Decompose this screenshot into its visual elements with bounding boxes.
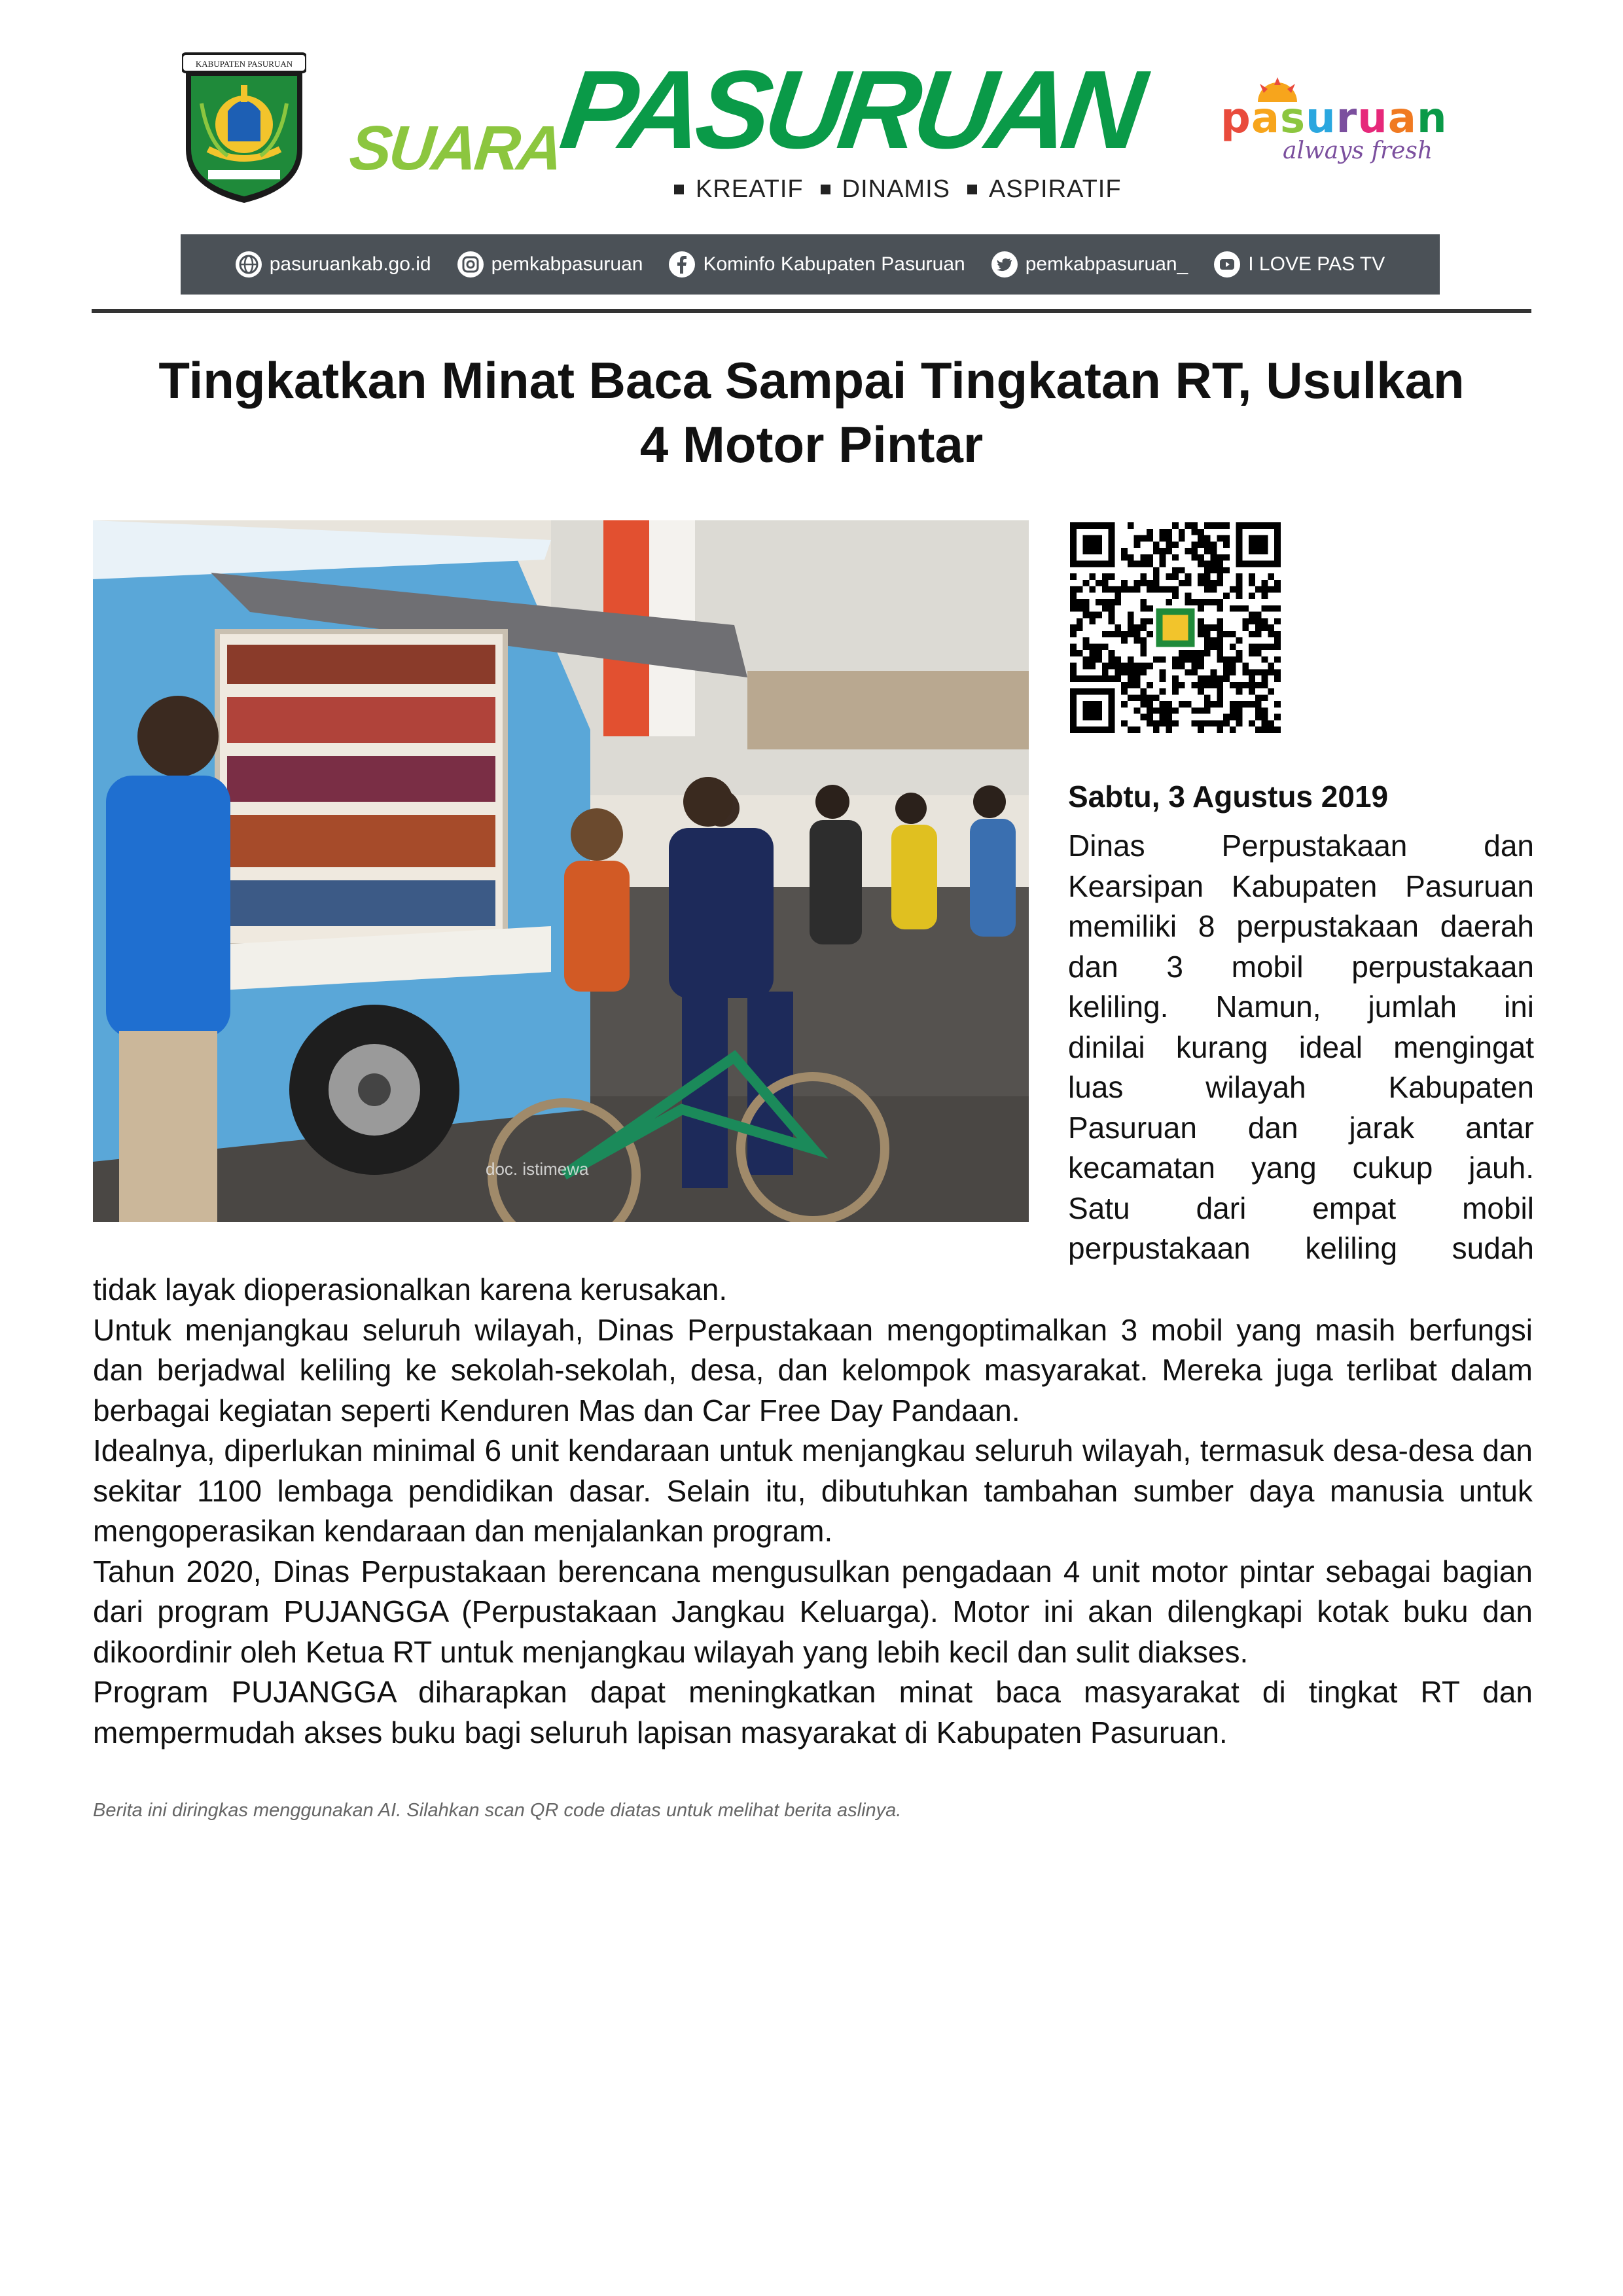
paragraph: Untuk menjangkau seluruh wilayah, Dinas Perpustakaan mengoptimalkan 3 mobil yang masih berfungsi dan berjadwal keliling ke sekolah-sekolah, desa, dan kelompok masyarakat. Mereka juga terlibat dalam berbagai kegiatan seperti Kenduren Mas dan Car Free Day Pandaan. [93, 1312, 1533, 1427]
paragraph: Program PUJANGGA diharapkan dapat meningkatkan minat baca masyarakat di tingkat RT dan mempermudah akses buku bagi seluruh lapisan masyarakat di Kabupaten Pasuruan. [93, 1675, 1533, 1749]
article-photo [93, 520, 1029, 1222]
kabupaten-crest-logo [182, 51, 306, 206]
pasuruan-tourism-logo [1214, 77, 1450, 175]
header-divider [92, 309, 1531, 313]
text-line: dinilai kurang ideal mengingat [1068, 1030, 1534, 1064]
brand-small: SUARA [346, 113, 565, 183]
article-intro-column [1068, 826, 1534, 1269]
tourism-tagline: always fresh [1283, 137, 1433, 164]
bullet-square-icon [821, 185, 830, 194]
tourism-word: pasuruan [1221, 94, 1448, 143]
social-link-instagram[interactable] [457, 251, 643, 278]
social-label: pasuruankab.go.id [269, 253, 431, 275]
text-line: perpustakaan keliling sudah [1068, 1231, 1534, 1265]
title-line: Tingkatkan Minat Baca Sampai Tingkatan RT, Usulkan [158, 351, 1465, 409]
social-link-youtube[interactable] [1214, 251, 1385, 278]
globe-icon [236, 251, 262, 278]
crest-caption: KABUPATEN PASURUAN [195, 59, 293, 69]
tagline-item [821, 175, 950, 204]
bullet-square-icon [967, 185, 977, 194]
text-line: luas wilayah Kabupaten [1068, 1070, 1534, 1104]
social-label: pemkabpasuruan_ [1025, 253, 1188, 275]
paragraph: tidak layak dioperasionalkan karena kerusakan. [93, 1272, 728, 1306]
social-label: I LOVE PAS TV [1248, 253, 1385, 275]
social-label: Kominfo Kabupaten Pasuruan [703, 253, 965, 275]
paragraph: Idealnya, diperlukan minimal 6 unit kendaraan untuk menjangkau seluruh wilayah, termasuk desa-desa dan sekitar 1100 lembaga pendidikan dasar. Selain itu, dibutuhkan tambahan sumber daya manusia untuk mengoperasikan kendaraan dan menjalankan program. [93, 1433, 1533, 1548]
article-title [92, 348, 1531, 476]
text-line: kecamatan yang cukup jauh. [1068, 1151, 1534, 1185]
text-line: Dinas Perpustakaan dan [1068, 829, 1534, 863]
text-line: keliling. Namun, jumlah ini [1068, 990, 1534, 1024]
social-bar [181, 234, 1440, 295]
article-date: Sabtu, 3 Agustus 2019 [1068, 780, 1389, 814]
tagline-label: ASPIRATIF [989, 175, 1122, 203]
tagline-label: DINAMIS [842, 175, 950, 203]
photo-credit: doc. istimewa [486, 1159, 589, 1179]
twitter-icon [991, 251, 1018, 278]
ai-summary-note: Berita ini diringkas menggunakan AI. Silahkan scan QR code diatas untuk melihat berita aslinya. [93, 1800, 902, 1821]
text-line: Kearsipan Kabupaten Pasuruan [1068, 869, 1534, 903]
qr-code[interactable] [1070, 522, 1281, 733]
text-line: dan 3 mobil perpustakaan [1068, 949, 1534, 984]
article-body [93, 1270, 1533, 1753]
social-link-website[interactable] [236, 251, 431, 278]
title-line: 4 Motor Pintar [639, 416, 984, 473]
brand-large: PASURUAN [554, 48, 1147, 172]
facebook-icon [669, 251, 695, 278]
tagline [674, 175, 1122, 204]
tagline-item [967, 175, 1122, 204]
social-label: pemkabpasuruan [491, 253, 643, 275]
tagline-item [674, 175, 804, 204]
tagline-label: KREATIF [696, 175, 804, 203]
bullet-square-icon [674, 185, 684, 194]
text-line: Pasuruan dan jarak antar [1068, 1110, 1534, 1145]
instagram-icon [457, 251, 484, 278]
qr-code-graphic [1070, 522, 1281, 733]
text-line: memiliki 8 perpustakaan daerah [1068, 909, 1534, 943]
suara-pasuruan-logo [346, 48, 1178, 204]
social-link-twitter[interactable] [991, 251, 1188, 278]
paragraph: Tahun 2020, Dinas Perpustakaan berencana mengusulkan pengadaan 4 unit motor pintar sebagai bagian dari program PUJANGGA (Perpustakaan Jangkau Keluarga). Motor ini akan dilengkapi kotak buku dan dikoordinir oleh Ketua RT untuk menjangkau wilayah yang lebih kecil dan sulit diakses. [93, 1554, 1533, 1669]
text-line: Satu dari empat mobil [1068, 1191, 1534, 1225]
social-link-facebook[interactable] [669, 251, 965, 278]
youtube-icon [1214, 251, 1240, 278]
